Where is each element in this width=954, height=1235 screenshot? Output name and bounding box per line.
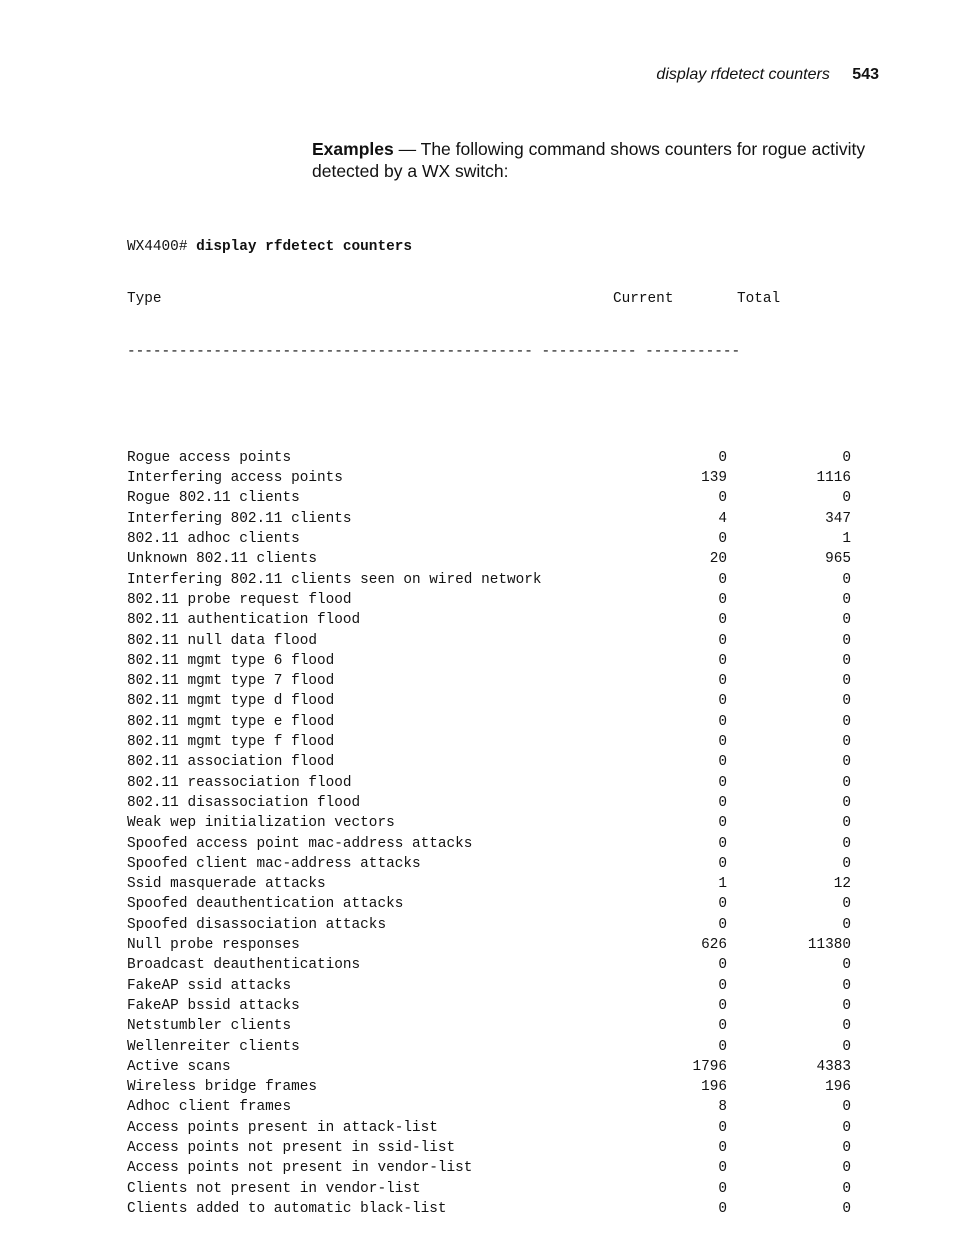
counter-type: 802.11 mgmt type f flood [127,734,335,751]
counter-row [127,834,853,854]
counter-type: Ssid masquerade attacks [127,876,326,893]
counter-type: 802.11 adhoc clients [127,531,300,548]
counter-type: 802.11 reassociation flood [127,774,352,791]
counter-total: 1 [842,531,851,548]
counter-total: 0 [842,449,851,466]
counter-row [127,1158,853,1178]
counter-type: Access points present in attack-list [127,1119,438,1136]
counter-total: 0 [842,977,851,994]
counter-total: 965 [825,551,851,568]
counter-current: 0 [718,591,727,608]
col-total: Total [737,291,781,308]
counter-row [127,691,853,711]
counter-current: 0 [718,673,727,690]
examples-heading: Examples [312,139,394,159]
counter-total: 0 [842,591,851,608]
counter-type: Interfering 802.11 clients [127,510,352,527]
blank-line [127,394,853,416]
counter-type: 802.11 mgmt type d flood [127,693,335,710]
counter-current: 0 [718,835,727,852]
counter-total: 0 [842,794,851,811]
counter-current: 0 [718,612,727,629]
counter-row [127,1077,853,1097]
counter-total: 196 [825,1079,851,1096]
counter-row [127,894,853,914]
counter-row [127,671,853,691]
counter-type: Broadcast deauthentications [127,957,361,974]
counter-current: 0 [718,632,727,649]
counter-current: 0 [718,571,727,588]
counter-total: 0 [842,997,851,1014]
counter-total: 0 [842,1200,851,1217]
counter-type: Spoofed disassociation attacks [127,916,387,933]
counter-row [127,955,853,975]
counter-type: Clients added to automatic black-list [127,1200,447,1217]
command-line [127,237,853,257]
counter-type: Rogue access points [127,449,292,466]
counter-current: 0 [718,652,727,669]
counter-row [127,935,853,955]
counter-total: 0 [842,1099,851,1116]
counter-row [127,1118,853,1138]
counter-type: Weak wep initialization vectors [127,815,395,832]
counter-current: 0 [718,1119,727,1136]
counter-current: 8 [718,1099,727,1116]
counter-row [127,549,853,569]
counter-total: 0 [842,815,851,832]
counter-total: 0 [842,896,851,913]
counter-row [127,854,853,874]
page-number: 543 [852,66,879,83]
counter-total: 0 [842,957,851,974]
counter-row [127,570,853,590]
counter-type: Spoofed client mac-address attacks [127,855,421,872]
counter-type: FakeAP ssid attacks [127,977,292,994]
counter-type: 802.11 mgmt type 7 flood [127,673,335,690]
counter-total: 0 [842,916,851,933]
counter-type: Clients not present in vendor-list [127,1180,421,1197]
counter-type: Access points not present in ssid-list [127,1139,456,1156]
counter-total: 0 [842,632,851,649]
counter-total: 4383 [816,1058,851,1075]
counter-current: 1 [718,876,727,893]
counter-current: 196 [701,1079,727,1096]
counter-current: 20 [709,551,727,568]
counter-current: 139 [701,470,727,487]
counter-row [127,976,853,996]
counter-total: 0 [842,652,851,669]
counter-current: 0 [718,957,727,974]
counter-row [127,874,853,894]
counter-row [127,1199,853,1219]
counter-row [127,1037,853,1057]
counter-current: 0 [718,977,727,994]
counter-current: 0 [718,855,727,872]
counter-total: 0 [842,855,851,872]
column-header [127,289,853,309]
examples-paragraph [312,138,892,182]
counter-row [127,1016,853,1036]
col-type: Type [127,291,162,308]
counter-row [127,732,853,752]
counter-total: 0 [842,754,851,771]
counter-rows [127,448,853,1219]
counter-type: 802.11 mgmt type 6 flood [127,652,335,669]
counter-current: 0 [718,1180,727,1197]
counter-current: 0 [718,1038,727,1055]
counter-row [127,631,853,651]
counter-row [127,610,853,630]
counter-row [127,590,853,610]
counter-current: 0 [718,713,727,730]
counter-current: 0 [718,449,727,466]
counter-row [127,468,853,488]
counter-type: 802.11 mgmt type e flood [127,713,335,730]
counter-row [127,1057,853,1077]
counter-type: 802.11 association flood [127,754,335,771]
counter-type: Wellenreiter clients [127,1038,300,1055]
counter-current: 0 [718,531,727,548]
counter-type: Active scans [127,1058,231,1075]
counter-type: Wireless bridge frames [127,1079,317,1096]
counter-row [127,1138,853,1158]
counter-current: 0 [718,490,727,507]
counter-total: 0 [842,612,851,629]
counter-row [127,752,853,772]
counter-type: Spoofed access point mac-address attacks [127,835,473,852]
col-current: Current [613,291,674,308]
counter-row [127,712,853,732]
counter-type: Unknown 802.11 clients [127,551,317,568]
counter-row [127,509,853,529]
counter-current: 0 [718,794,727,811]
counter-row [127,1179,853,1199]
counter-type: Netstumbler clients [127,1018,292,1035]
counter-row [127,915,853,935]
counter-row [127,1097,853,1117]
counter-total: 0 [842,1038,851,1055]
counter-row [127,488,853,508]
counter-current: 0 [718,916,727,933]
counter-total: 0 [842,734,851,751]
counter-current: 626 [701,937,727,954]
counter-type: Interfering 802.11 clients seen on wired network [127,571,542,588]
counter-total: 0 [842,713,851,730]
counter-current: 0 [718,693,727,710]
running-header [656,66,879,84]
counter-total: 1116 [816,470,851,487]
counter-type: 802.11 probe request flood [127,591,352,608]
counter-type: Null probe responses [127,937,300,954]
console-output [127,205,853,1235]
counter-total: 11380 [807,937,851,954]
counter-total: 0 [842,774,851,791]
counter-type: Adhoc client frames [127,1099,292,1116]
counter-total: 0 [842,571,851,588]
counter-type: Rogue 802.11 clients [127,490,300,507]
counter-total: 0 [842,835,851,852]
section-title: display rfdetect counters [656,66,830,83]
counter-row [127,793,853,813]
counter-row [127,651,853,671]
counter-current: 0 [718,734,727,751]
counter-type: Access points not present in vendor-list [127,1160,473,1177]
counter-current: 1796 [692,1058,727,1075]
counter-current: 4 [718,510,727,527]
separator-line: ----------------------------------------------- ----------- ----------- [127,343,741,360]
counter-row [127,773,853,793]
counter-total: 0 [842,1139,851,1156]
counter-type: 802.11 null data flood [127,632,317,649]
counter-total: 0 [842,1180,851,1197]
counter-current: 0 [718,997,727,1014]
counter-total: 0 [842,490,851,507]
counter-current: 0 [718,754,727,771]
command-prompt: WX4400# [127,239,197,255]
counter-type: Interfering access points [127,470,343,487]
counter-type: Spoofed deauthentication attacks [127,896,404,913]
counter-row [127,813,853,833]
counter-type: 802.11 authentication flood [127,612,361,629]
counter-total: 0 [842,1018,851,1035]
counter-total: 12 [833,876,851,893]
counter-current: 0 [718,1160,727,1177]
counter-current: 0 [718,1200,727,1217]
counter-total: 0 [842,673,851,690]
examples-text: — The following command shows counters for rogue activity detected by a WX switch: [312,139,866,181]
counter-current: 0 [718,815,727,832]
counter-row [127,448,853,468]
counter-row [127,529,853,549]
counter-current: 0 [718,1018,727,1035]
counter-total: 0 [842,1119,851,1136]
counter-total: 0 [842,1160,851,1177]
counter-current: 0 [718,774,727,791]
counter-type: FakeAP bssid attacks [127,997,300,1014]
command-text: display rfdetect counters [196,239,412,255]
counter-current: 0 [718,1139,727,1156]
counter-type: 802.11 disassociation flood [127,794,361,811]
counter-total: 347 [825,510,851,527]
counter-current: 0 [718,896,727,913]
counter-total: 0 [842,693,851,710]
counter-row [127,996,853,1016]
